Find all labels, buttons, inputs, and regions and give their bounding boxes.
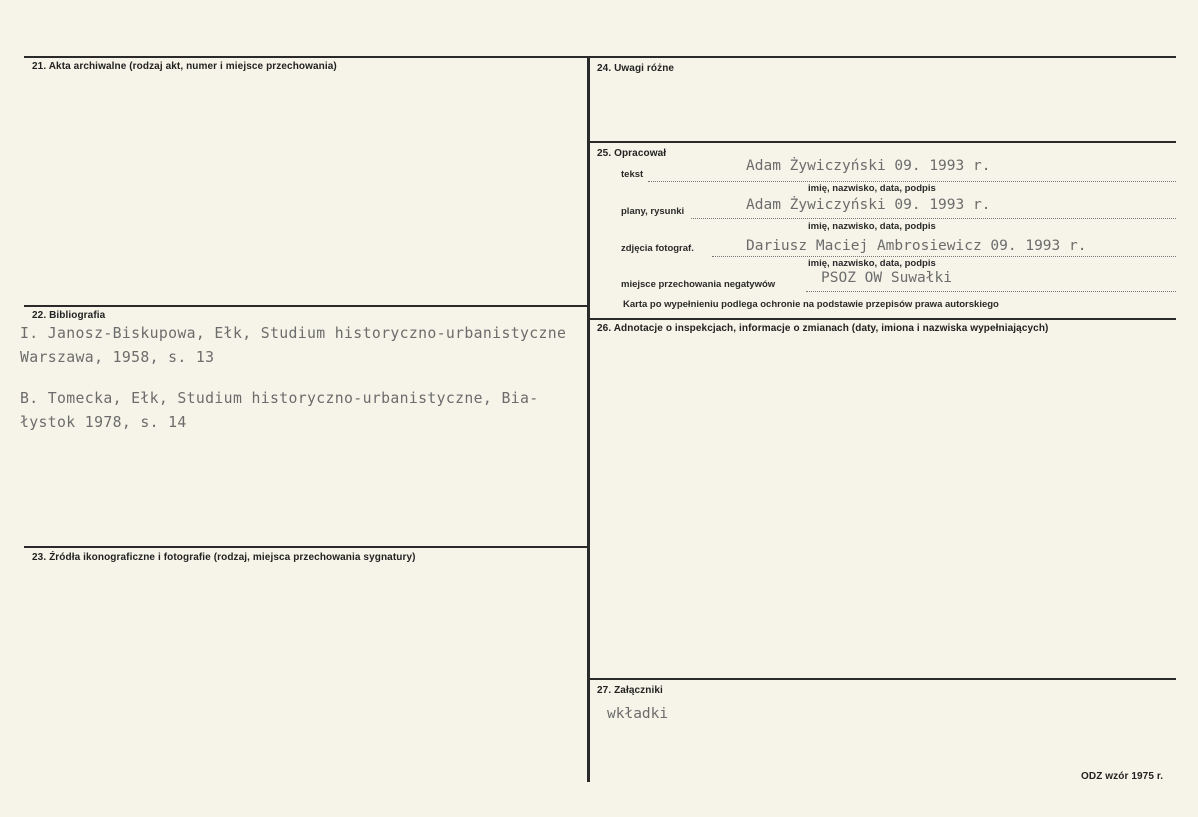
section-26-label: 26. Adnotacje o inspekcjach, informacje o zmianach (daty, imiona i nazwiska wypełniających) [597,323,1049,334]
bibliography-entry: łystok 1978, s. 14 [20,414,187,431]
copyright-notice: Karta po wypełnieniu podlega ochronie na podstawie przepisów prawa autorskiego [623,299,999,310]
author-photos-value: Dariusz Maciej Ambrosiewicz 09. 1993 r. [746,238,1087,254]
dotted-line [691,218,1176,219]
dotted-line [648,181,1176,182]
divider-22-23 [24,546,588,548]
bibliography-entry: Warszawa, 1958, s. 13 [20,349,215,366]
divider-25-26 [588,318,1176,320]
signature-hint: imię, nazwisko, data, podpis [808,221,936,232]
section-23-label: 23. Źródła ikonograficzne i fotografie (rodzaj, miejsca przechowania sygnatury) [32,552,416,563]
bibliography-entry: I. Janosz-Biskupowa, Ełk, Studium historyczno-urbanistyczne [20,325,567,342]
attachments-value: wkładki [607,706,669,722]
top-border [24,56,1176,58]
bibliography-entry: B. Tomecka, Ełk, Studium historyczno-urbanistyczne, Bia- [20,390,539,407]
row-label-photos: zdjęcia fotograf. [621,243,694,254]
section-21-label: 21. Akta archiwalne (rodzaj akt, numer i miejsce przechowania) [32,61,337,72]
row-label-negatives: miejsce przechowania negatywów [621,279,776,290]
section-27-label: 27. Załączniki [597,685,663,696]
divider-24-25 [588,141,1176,143]
author-plans-value: Adam Żywiczyński 09. 1993 r. [746,197,991,213]
signature-hint: imię, nazwisko, data, podpis [808,258,936,269]
author-text-value: Adam Żywiczyński 09. 1993 r. [746,158,991,174]
section-22-label: 22. Bibliografia [32,310,106,321]
negatives-storage-value: PSOZ OW Suwałki [821,270,952,286]
section-24-label: 24. Uwagi różne [597,63,675,74]
divider-21-22 [24,305,588,307]
dotted-line [806,291,1176,292]
divider-26-27 [588,678,1176,680]
section-25-label: 25. Opracował [597,148,667,159]
dotted-line [712,256,1176,257]
vertical-divider [587,56,590,782]
row-label-text: tekst [621,169,644,180]
signature-hint: imię, nazwisko, data, podpis [808,183,936,194]
form-code: ODZ wzór 1975 r. [1081,771,1164,782]
row-label-plans: plany, rysunki [621,206,685,217]
